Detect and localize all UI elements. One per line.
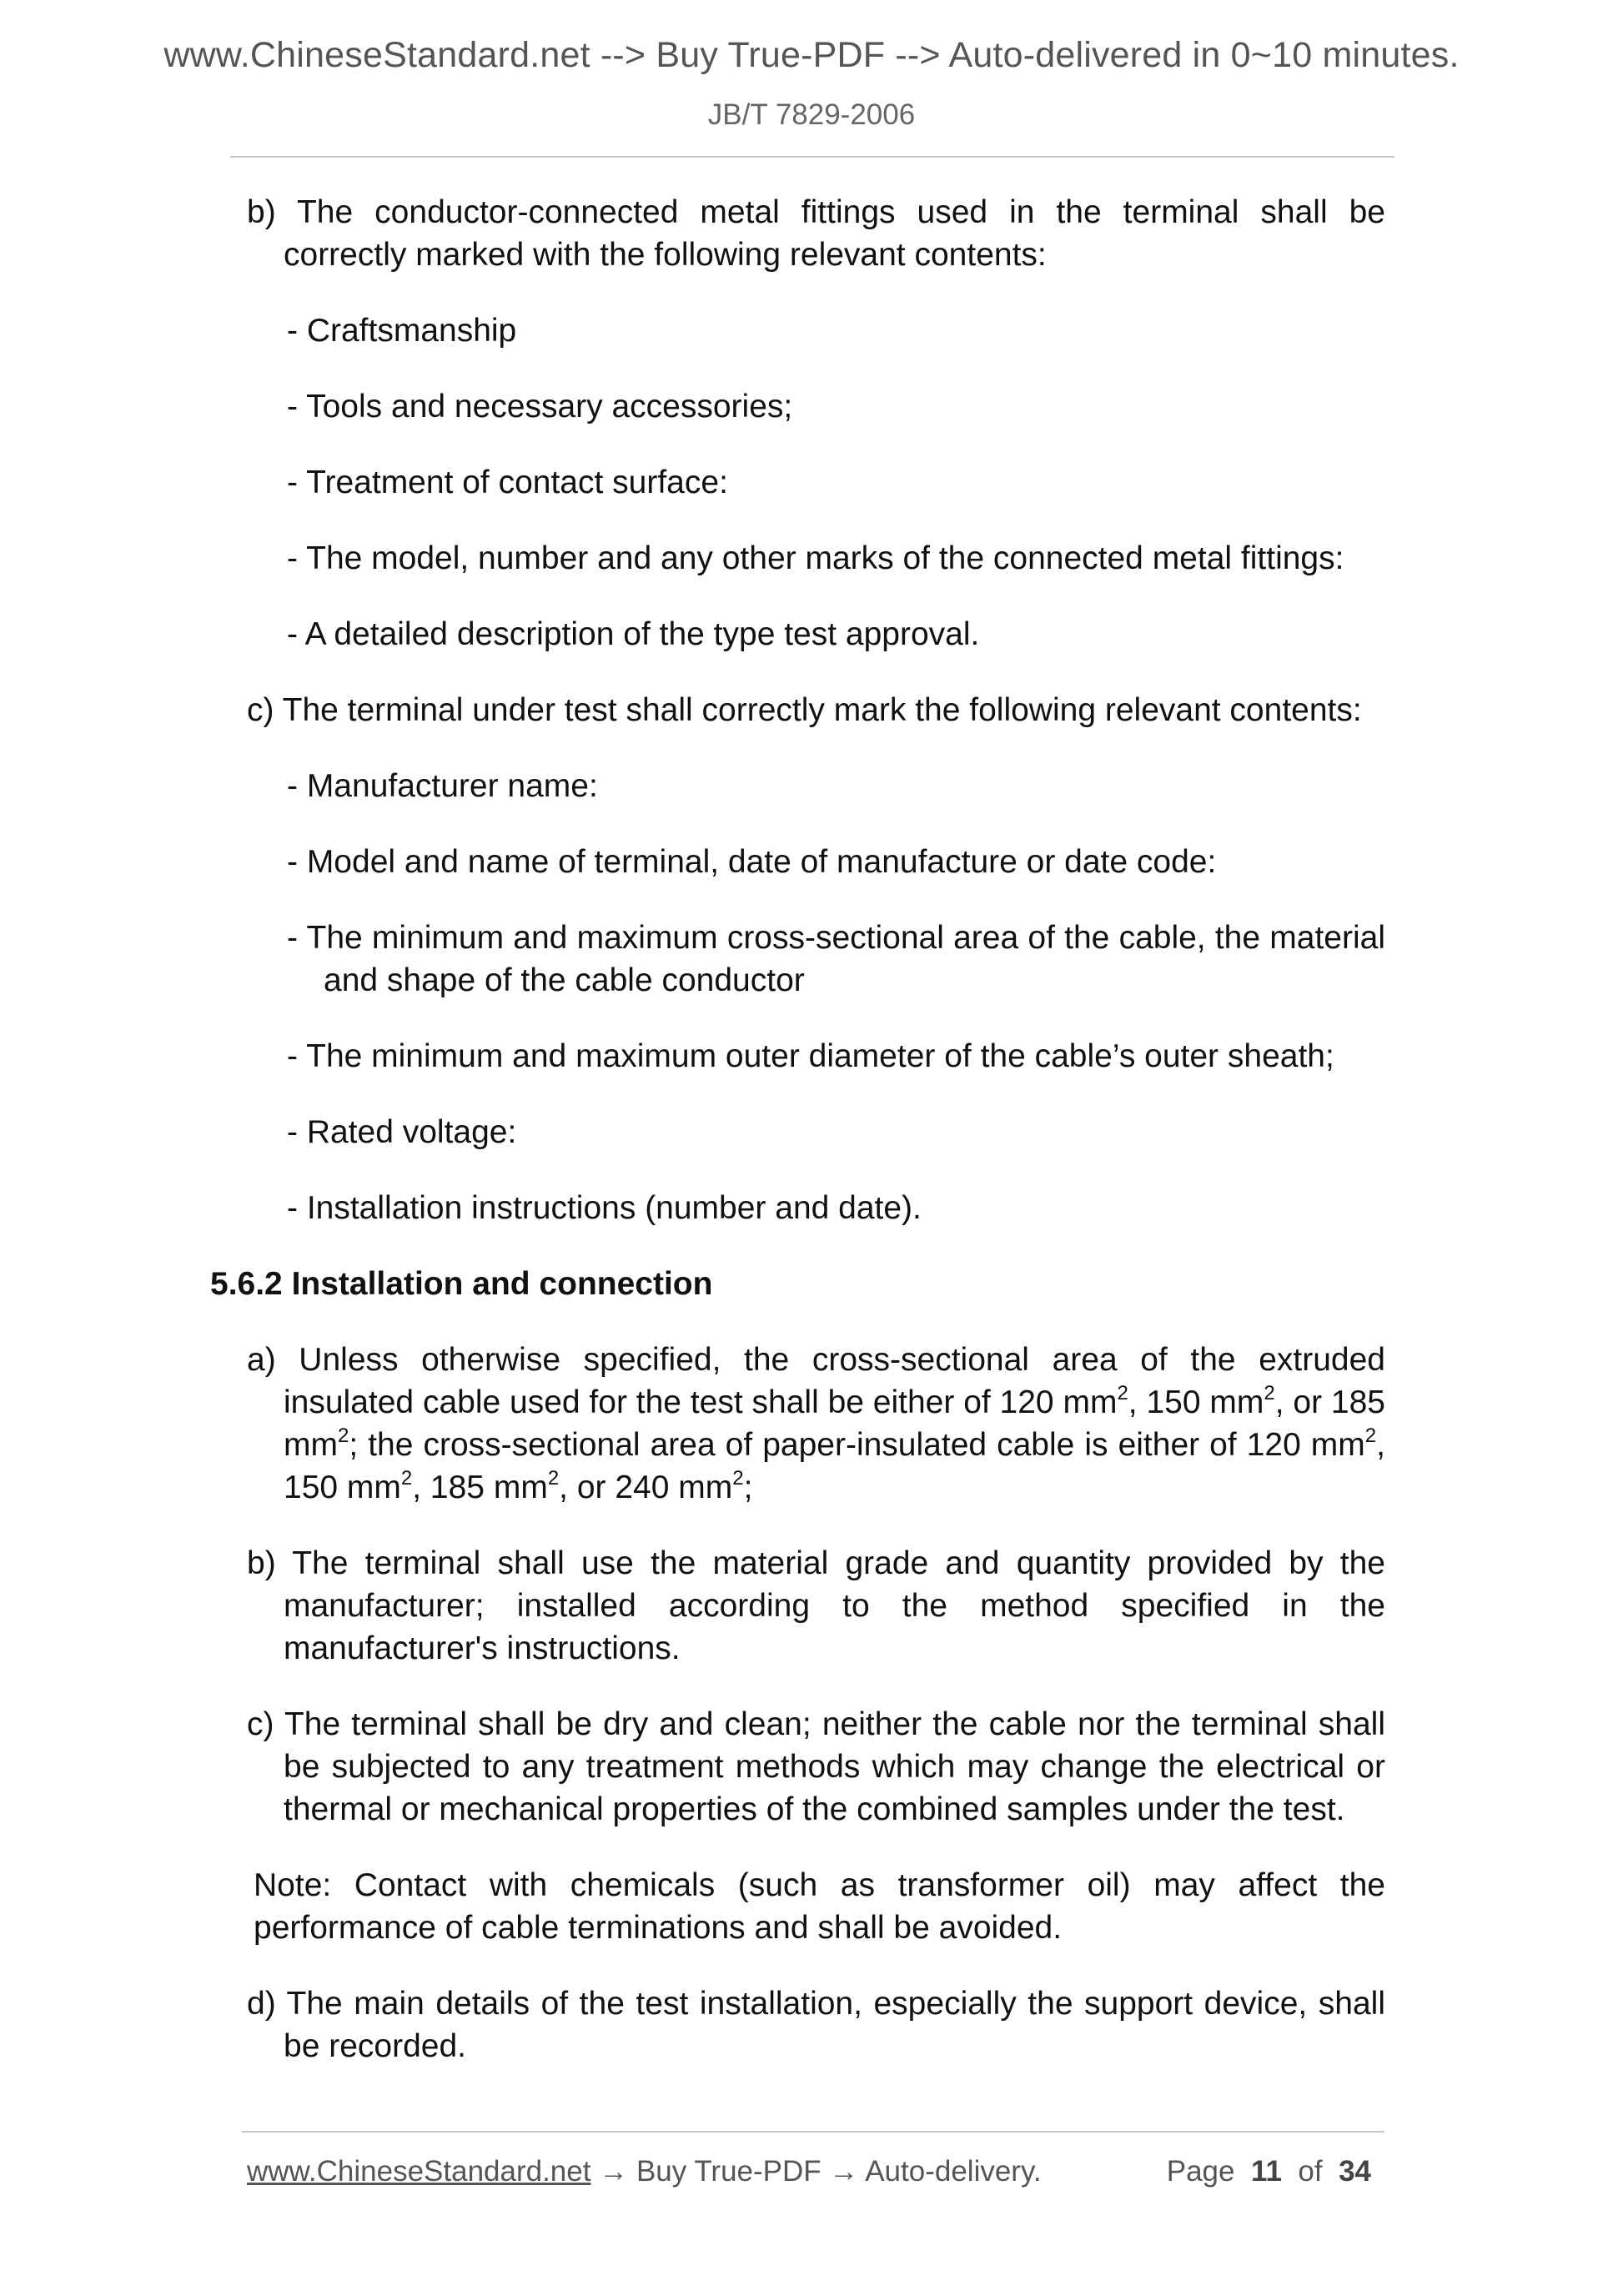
list-item: - The minimum and maximum cross-sectional area of the cable, the material and shape of the cable conductor bbox=[287, 920, 1385, 998]
arrow-right-icon: → bbox=[599, 2155, 629, 2188]
list-item: - Tools and necessary accessories; bbox=[287, 389, 793, 425]
note-chemicals: Note: Contact with chemicals (such as transformer oil) may affect the performance of cable terminations and shall be avoided. bbox=[254, 1867, 1385, 1946]
page-indicator bbox=[1167, 2155, 1371, 2188]
item-c-marking: c) The terminal under test shall correctly mark the following relevant contents: bbox=[247, 692, 1362, 728]
item-c-dry-clean: c) The terminal shall be dry and clean; neither the cable nor the terminal shall be subjected to any treatment methods which may change the electrical or thermal or mechanical properties of the combined samples under the test. bbox=[247, 1706, 1385, 1827]
list-item: - A detailed description of the type test approval. bbox=[287, 616, 980, 652]
item-a-cross-section: a) Unless otherwise specified, the cross-sectional area of the extruded insulated cable used for the test shall be either of 120 $mm^2$, 150 $mm^2$, or 185 $mm^2$; the cross-sectional area of paper-insulated cable is either of 120 $mm^2$, 150 $mm^2$, 185 $mm^2$, or 240 $mm^2$; bbox=[247, 1342, 1385, 1505]
list-item: - Craftsmanship bbox=[287, 313, 517, 349]
arrow-right-icon: → bbox=[829, 2155, 859, 2188]
of-label: of bbox=[1298, 2155, 1323, 2188]
buy-true-pdf-text: Buy True-PDF bbox=[636, 2155, 822, 2188]
list-item: - Rated voltage: bbox=[287, 1114, 517, 1150]
item-b-material: b) The terminal shall use the material grade and quantity provided by the manufacturer; installed according to the method specified in the manufacturer's instructions. bbox=[247, 1545, 1385, 1666]
site-banner: www.ChineseStandard.net --> Buy True-PDF --> Auto-delivered in 0~10 minutes. bbox=[163, 35, 1460, 75]
footer-links bbox=[247, 2155, 1042, 2188]
list-item: - The minimum and maximum outer diameter of the cable’s outer sheath; bbox=[287, 1038, 1334, 1074]
list-item: - Manufacturer name: bbox=[287, 768, 598, 804]
section-heading: 5.6.2 Installation and connection bbox=[210, 1266, 713, 1302]
page-label: Page bbox=[1166, 2155, 1235, 2188]
page-body bbox=[210, 191, 1385, 2101]
item-b-marking: b) The conductor-connected metal fittings used in the terminal shall be correctly marked with the following relevant contents: bbox=[247, 194, 1385, 273]
site-link[interactable]: www.ChineseStandard.net bbox=[247, 2155, 591, 2188]
list-item: - Installation instructions (number and date). bbox=[287, 1190, 922, 1226]
footer-divider bbox=[242, 2131, 1384, 2133]
header-divider bbox=[230, 156, 1394, 158]
document-number: JB/T 7829-2006 bbox=[707, 98, 916, 131]
total-pages: 34 bbox=[1339, 2155, 1371, 2188]
list-item: - Model and name of terminal, date of manufacture or date code: bbox=[287, 844, 1217, 880]
list-item: - The model, number and any other marks of the connected metal fittings: bbox=[287, 540, 1344, 576]
auto-delivery-text: Auto-delivery. bbox=[865, 2155, 1042, 2188]
item-d-recorded: d) The main details of the test installation, especially the support device, shall be recorded. bbox=[247, 1986, 1385, 2064]
page-number: 11 bbox=[1250, 2155, 1282, 2188]
list-item: - Treatment of contact surface: bbox=[287, 465, 728, 500]
